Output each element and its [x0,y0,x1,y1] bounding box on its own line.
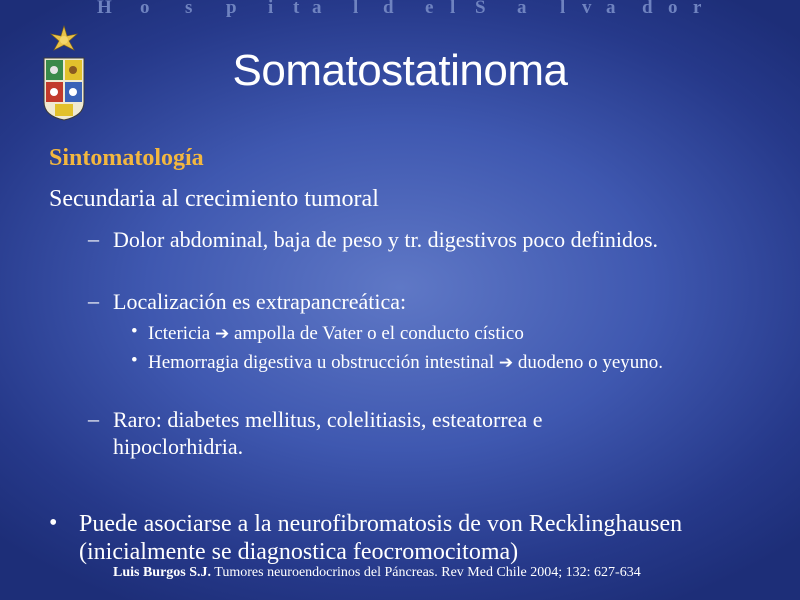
list-item-text: Dolor abdominal, baja de peso y tr. digestivos poco definidos. [113,227,659,252]
section-heading: Sintomatología [49,145,204,171]
sub-list-item-text [148,350,693,376]
sub-item-after: duodeno o yeyuno. [517,352,664,373]
dash-marker: – [88,226,99,251]
slide-title: Somatostatinoma [232,46,568,95]
arrow-right-icon: ➔ [214,324,230,344]
citation-author: Luis Burgos S.J. [113,565,212,580]
bullet-marker: • [131,321,138,342]
citation-reference: Tumores neuroendocrinos del Páncreas. Rev Med Chile 2004; 132: 627-634 [214,565,641,580]
institution-header: H o s p i t a l d e l S a l v a d o r [97,0,702,18]
citation [113,565,641,581]
bullet-text: Puede asociarse a la neurofibromatosis de von Recklinghausen (inicialmente se diagnostica feocromocitoma) [79,511,683,565]
bullet-marker: • [131,350,138,371]
sub-list-item-text [148,321,524,347]
intro-text: Secundaria al crecimiento tumoral [49,186,379,212]
list-item-text: Raro: diabetes mellitus, colelitiasis, esteatorrea e hipoclorhidria. [113,407,543,459]
list-item-text: Localización es extrapancreática: [113,289,407,314]
dash-marker: – [88,406,99,431]
arrow-right-icon: ➔ [498,353,514,373]
sub-item-before: Ictericia [148,323,211,344]
bullet-marker: • [49,510,58,536]
sub-item-before: Hemorragia digestiva u obstrucción intestinal [148,352,495,373]
sub-item-after: ampolla de Vater o el conducto cístico [233,323,524,344]
dash-marker: – [88,288,99,313]
